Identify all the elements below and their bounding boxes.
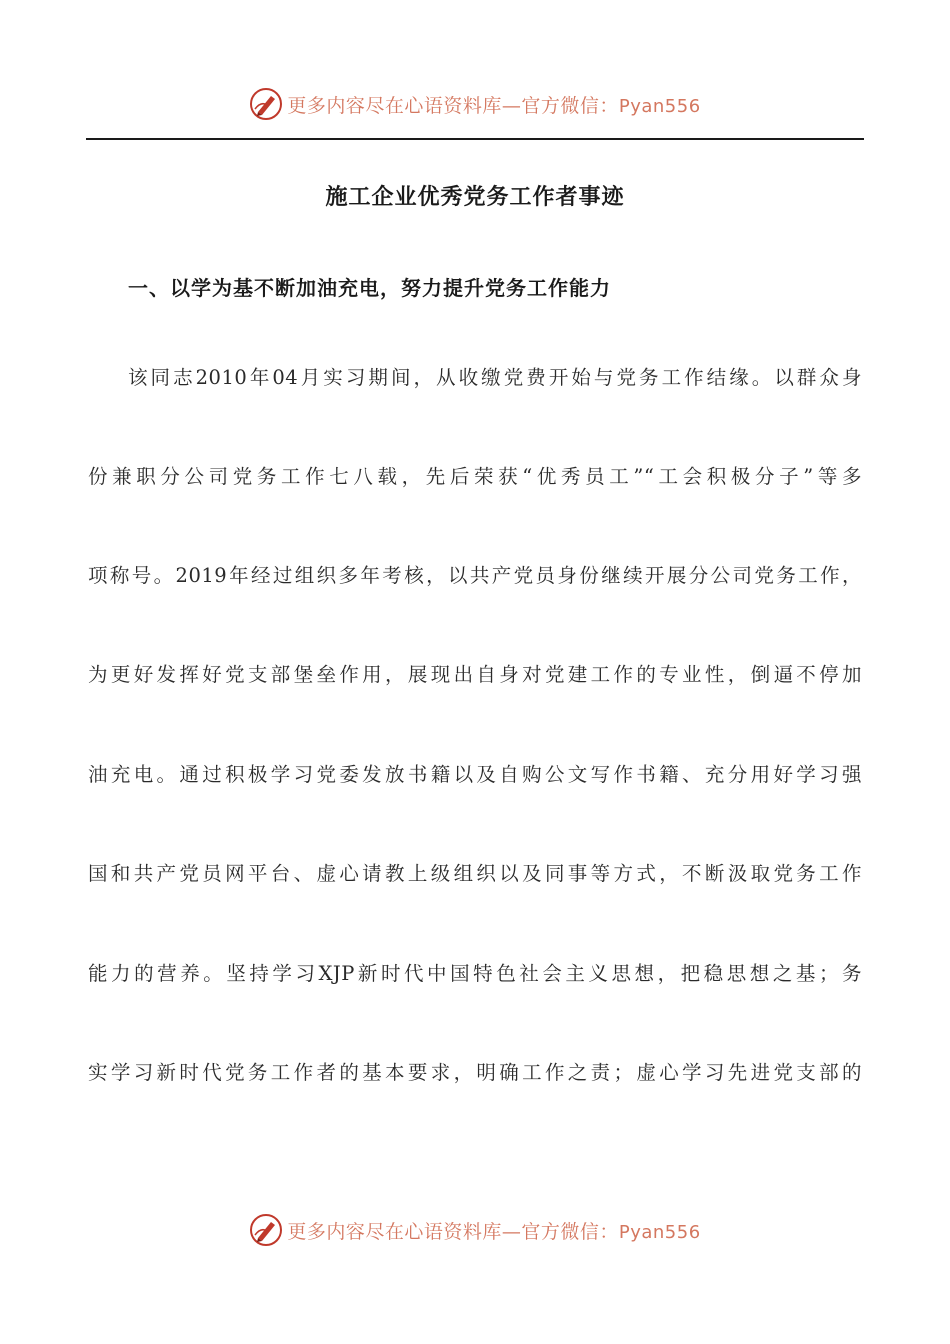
paragraph-line: 实学习新时代党务工作者的基本要求，明确工作之责；虚心学习先进党支部的 [88, 1061, 862, 1084]
section-heading: 一、以学为基不断加油充电，努力提升党务工作能力 [128, 276, 611, 300]
document-title: 施工企业优秀党务工作者事迹 [325, 184, 625, 210]
paragraph-line: 国和共产党员网平台、虚心请教上级组织以及同事等方式，不断汲取党务工作 [88, 862, 862, 885]
header-wechat-id: Pyan556 [618, 95, 701, 117]
footer-banner [0, 1210, 950, 1250]
paragraph-line: 能力的营养。坚持学习XJP新时代中国特色社会主义思想，把稳思想之基；务 [88, 962, 862, 985]
header-banner-text: 更多内容尽在心语资料库—官方微信：Pyan556 [287, 94, 701, 117]
header-banner [0, 84, 950, 124]
paragraph-line: 油充电。通过积极学习党委发放书籍以及自购公文写作书籍、充分用好学习强 [88, 763, 862, 786]
paragraph-line: 为更好发挥好党支部堡垒作用，展现出自身对党建工作的专业性，倒逼不停加 [88, 663, 862, 686]
pen-logo-icon [249, 87, 283, 121]
pen-logo-icon [249, 1213, 283, 1247]
header-divider [86, 138, 864, 140]
footer-banner-text: 更多内容尽在心语资料库—官方微信：Pyan556 [287, 1220, 701, 1243]
paragraph-line: 项称号。2019年经过组织多年考核，以共产党员身份继续开展分公司党务工作， [88, 564, 862, 587]
paragraph-line: 份兼职分公司党务工作七八载，先后荣获“优秀员工”“工会积极分子”等多 [88, 465, 862, 488]
footer-wechat-id: Pyan556 [618, 1221, 701, 1243]
paragraph-line: 该同志2010年04月实习期间，从收缴党费开始与党务工作结缘。以群众身 [128, 366, 862, 389]
